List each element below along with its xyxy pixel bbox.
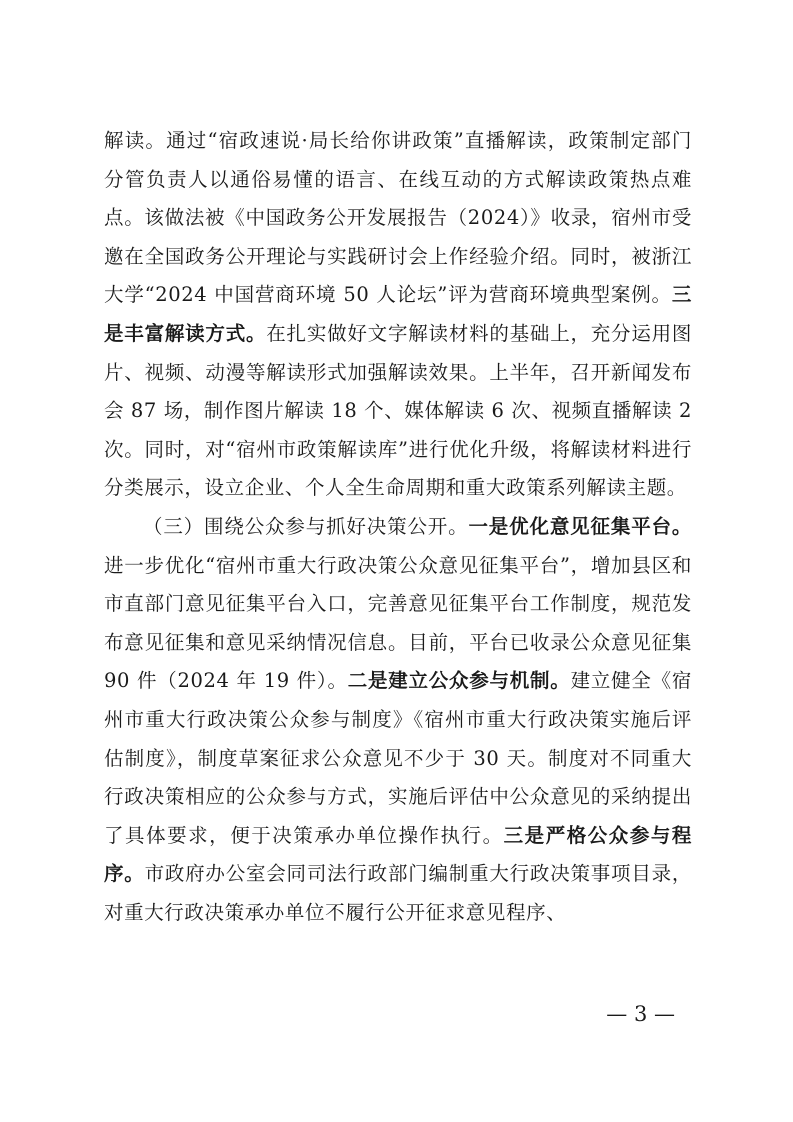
text-run: 进一步优化“宿州市重大行政决策公众意见征集平台”，增加县区和市直部门意见征集平台入口，完善意见征集平台工作制度，规范发布意见征集和意见采纳情况信息。目前，平台已收录公众意见征集 90 件（2024 年 19 件）。	[104, 553, 692, 693]
paragraph	[104, 122, 692, 508]
page-number: — 3 —	[606, 1002, 675, 1026]
text-run: 建立健全《宿州市重大行政决策公众参与制度》《宿州市重大行政决策实施后评估制度》，制度草案征求公众意见不少于 30 天。制度对不同重大行政决策相应的公众参与方式，实施后评估中公众意见的采纳提出了具体要求，便于决策承办单位操作执行。	[104, 669, 692, 847]
text-run: 在扎实做好文字解读材料的基础上，充分运用图片、视频、动漫等解读形式加强解读效果。上半年，召开新闻发布会 87 场，制作图片解读 18 个、媒体解读 6 次、视频直播解读 2 次。同时，对“宿州市政策解读库”进行优化升级，将解读材料进行分类展示，设立企业、个人全生命周期和重大政策系列解读主题。	[104, 321, 692, 500]
body-text	[104, 122, 692, 932]
bold-heading-run: 一是优化意见征集平台。	[468, 514, 692, 538]
text-run: （三）围绕公众参与抓好决策公开。	[143, 514, 469, 538]
text-run: 市政府办公室会同司法行政部门编制重大行政决策事项目录，对重大行政决策承办单位不履行公开征求意见程序、	[104, 862, 693, 924]
bold-heading-run: 二是建立公众参与机制。	[347, 669, 571, 693]
paragraph	[104, 508, 692, 933]
text-run: 解读。通过“宿政速说·局长给你讲政策”直播解读，政策制定部门分管负责人以通俗易懂的语言、在线互动的方式解读政策热点难点。该做法被《中国政务公开发展报告（2024）》收录，宿州市受邀在全国政务公开理论与实践研讨会上作经验介绍。同时，被浙江大学“2024 中国营商环境 50 人论坛”评为营商环境典型案例。	[104, 129, 692, 307]
bold-heading-run: 三是严格公众参与程序。	[104, 823, 692, 886]
bold-heading-run: 三是丰富解读方式。	[104, 283, 692, 345]
